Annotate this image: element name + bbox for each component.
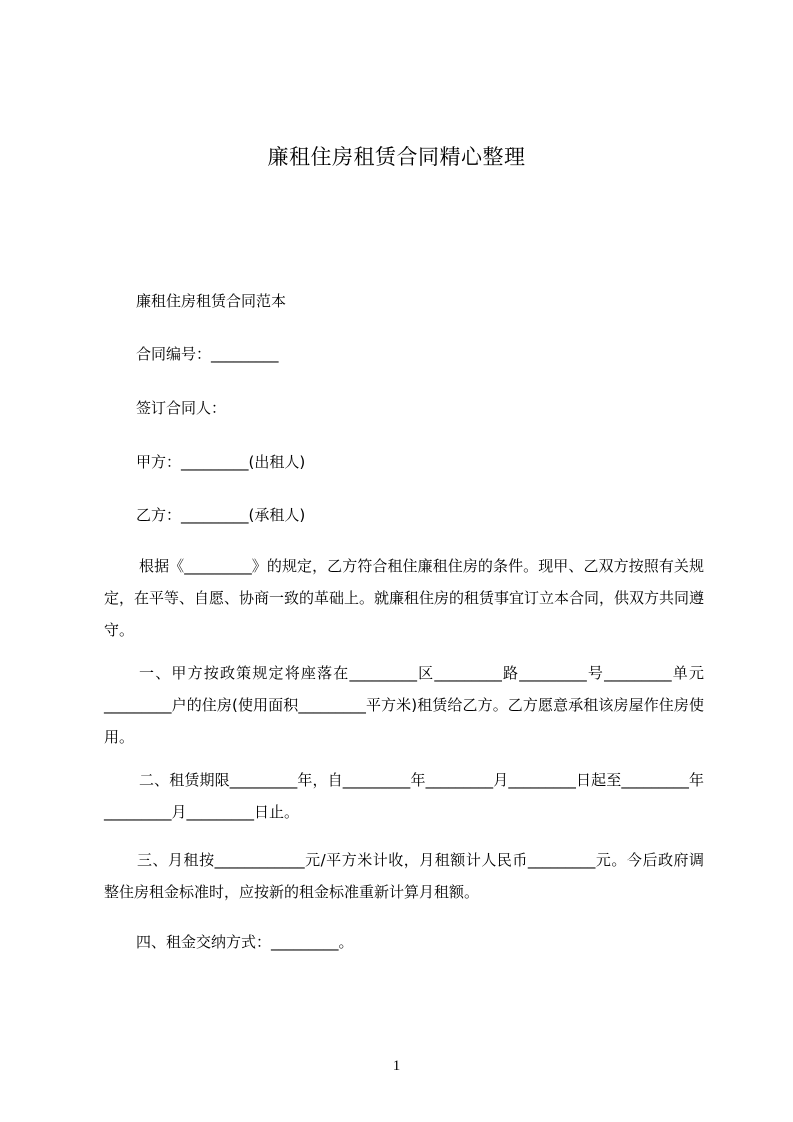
- page-number: 1: [392, 1058, 401, 1074]
- document-title: 廉租住房租赁合同精心整理: [267, 145, 526, 169]
- subtitle: 廉租住房租赁合同范本: [136, 292, 287, 310]
- party-b: 乙方：_________(承租人): [136, 506, 306, 524]
- clause-1: 一、甲方按政策规定将座落在_________区_________路_________号_________单元_________户的住房(使用面积_________平方米)租赁给乙方。乙方愿意承租该房屋作住房使用。: [104, 664, 704, 746]
- paragraph-basis: 根据《_________》的规定，乙方符合租住廉租住房的条件。现甲、乙双方按照有关规定，在平等、自愿、协商一致的革础上。就廉租住房的租赁事宜订立本合同，供双方共同遵守。: [104, 557, 705, 639]
- signatories-label: 签订合同人：: [136, 399, 227, 417]
- party-a: 甲方：_________(出租人): [136, 453, 306, 471]
- clause-4: 四、租金交纳方式：_________。: [136, 933, 354, 951]
- clause-3: 三、月租按____________元/平方米计收，月租额计人民币_________元。今后政府调整住房租金标准时，应按新的租金标准重新计算月租额。: [104, 851, 704, 901]
- contract-number: 合同编号：_________: [136, 345, 279, 363]
- clause-2: 二、租赁期限_________年，自_________年_________月_________日起至_________年_________月_________日止。: [104, 771, 704, 821]
